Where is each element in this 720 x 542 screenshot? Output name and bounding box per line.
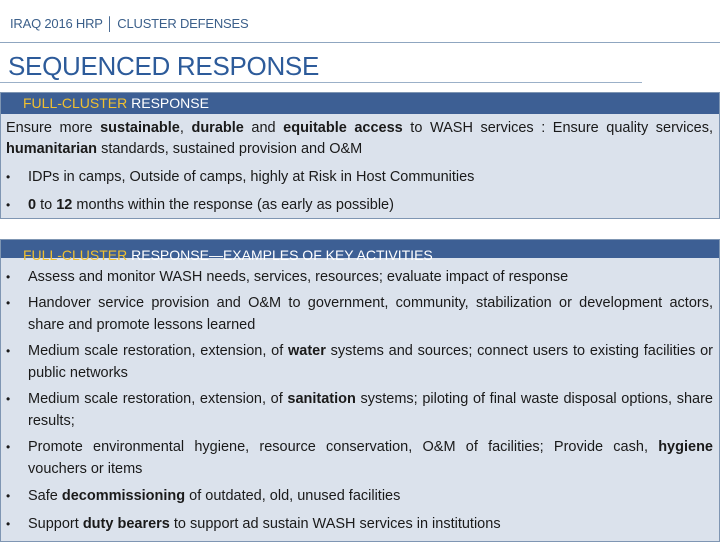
item-text: systems and sources; connect users to existing facilities or public networks <box>28 343 713 381</box>
para-bold: sustainable <box>100 120 180 136</box>
item-text: vouchers or items <box>28 461 143 477</box>
list-item <box>1 194 719 216</box>
para-bold: equitable access <box>283 120 403 136</box>
item-bold: 12 <box>56 197 73 213</box>
list-item <box>1 436 719 480</box>
item-bold: water <box>288 343 326 359</box>
page-title: SEQUENCED RESPONSE <box>8 51 320 81</box>
item-text: to <box>36 197 57 213</box>
para-text: to WASH services : Ensure quality services, <box>402 120 713 136</box>
item-text: Promote environmental hygiene, resource conservation, O&M of facilities; Provide cash, <box>28 439 659 455</box>
para-text: , <box>179 120 192 136</box>
list-item: • Assess and monitor WASH needs, services, resources; evaluate impact of response <box>1 266 719 288</box>
breadcrumb: IRAQ 2016 HRP │ CLUSTER DEFENSES <box>10 16 249 31</box>
heading-highlight: FULL-CLUSTER <box>23 247 128 263</box>
item-text: systems; piloting of final waste disposal options, share results; <box>28 391 713 429</box>
list-item <box>1 485 719 507</box>
item-text: of outdated, old, unused facilities <box>185 488 401 504</box>
heading-text: RESPONSE—EXAMPLES OF KEY ACTIVITIES <box>127 247 433 263</box>
list-item <box>1 513 719 535</box>
item-text: Medium scale restoration, extension, of <box>28 391 288 407</box>
item-bold: sanitation <box>287 391 356 407</box>
panel-heading <box>1 93 719 114</box>
key-activities-panel <box>0 239 720 542</box>
list-item: • Handover service provision and O&M to government, community, stabilization or development actors, share and promote lessons learned <box>1 292 719 336</box>
item-bold: 0 <box>28 197 37 213</box>
para-bold: humanitarian <box>6 141 98 157</box>
para-text: and <box>243 120 284 136</box>
item-bold: duty bearers <box>82 516 170 532</box>
panel-heading <box>1 240 719 263</box>
item-text: months within the response (as early as possible) <box>72 197 394 213</box>
item-text: Support <box>28 516 83 532</box>
item-bold: decommissioning <box>61 488 186 504</box>
para-bold: durable <box>191 120 244 136</box>
list-item <box>1 340 719 384</box>
item-bold: hygiene <box>658 439 713 455</box>
list-item <box>1 388 719 432</box>
para-text: Ensure more <box>6 120 101 136</box>
item-text: to support ad sustain WASH services in institutions <box>169 516 501 532</box>
heading-highlight: FULL-CLUSTER <box>23 95 128 111</box>
objective-paragraph <box>1 114 719 160</box>
full-cluster-response-panel <box>0 92 720 219</box>
heading-text: RESPONSE <box>127 95 209 111</box>
list-item: • IDPs in camps, Outside of camps, highly at Risk in Host Communities <box>1 166 719 188</box>
title-underline <box>0 82 642 83</box>
header-divider <box>0 42 720 43</box>
item-text: Medium scale restoration, extension, of <box>28 343 289 359</box>
item-text: Safe <box>28 488 62 504</box>
para-text: standards, sustained provision and O&M <box>97 141 363 157</box>
